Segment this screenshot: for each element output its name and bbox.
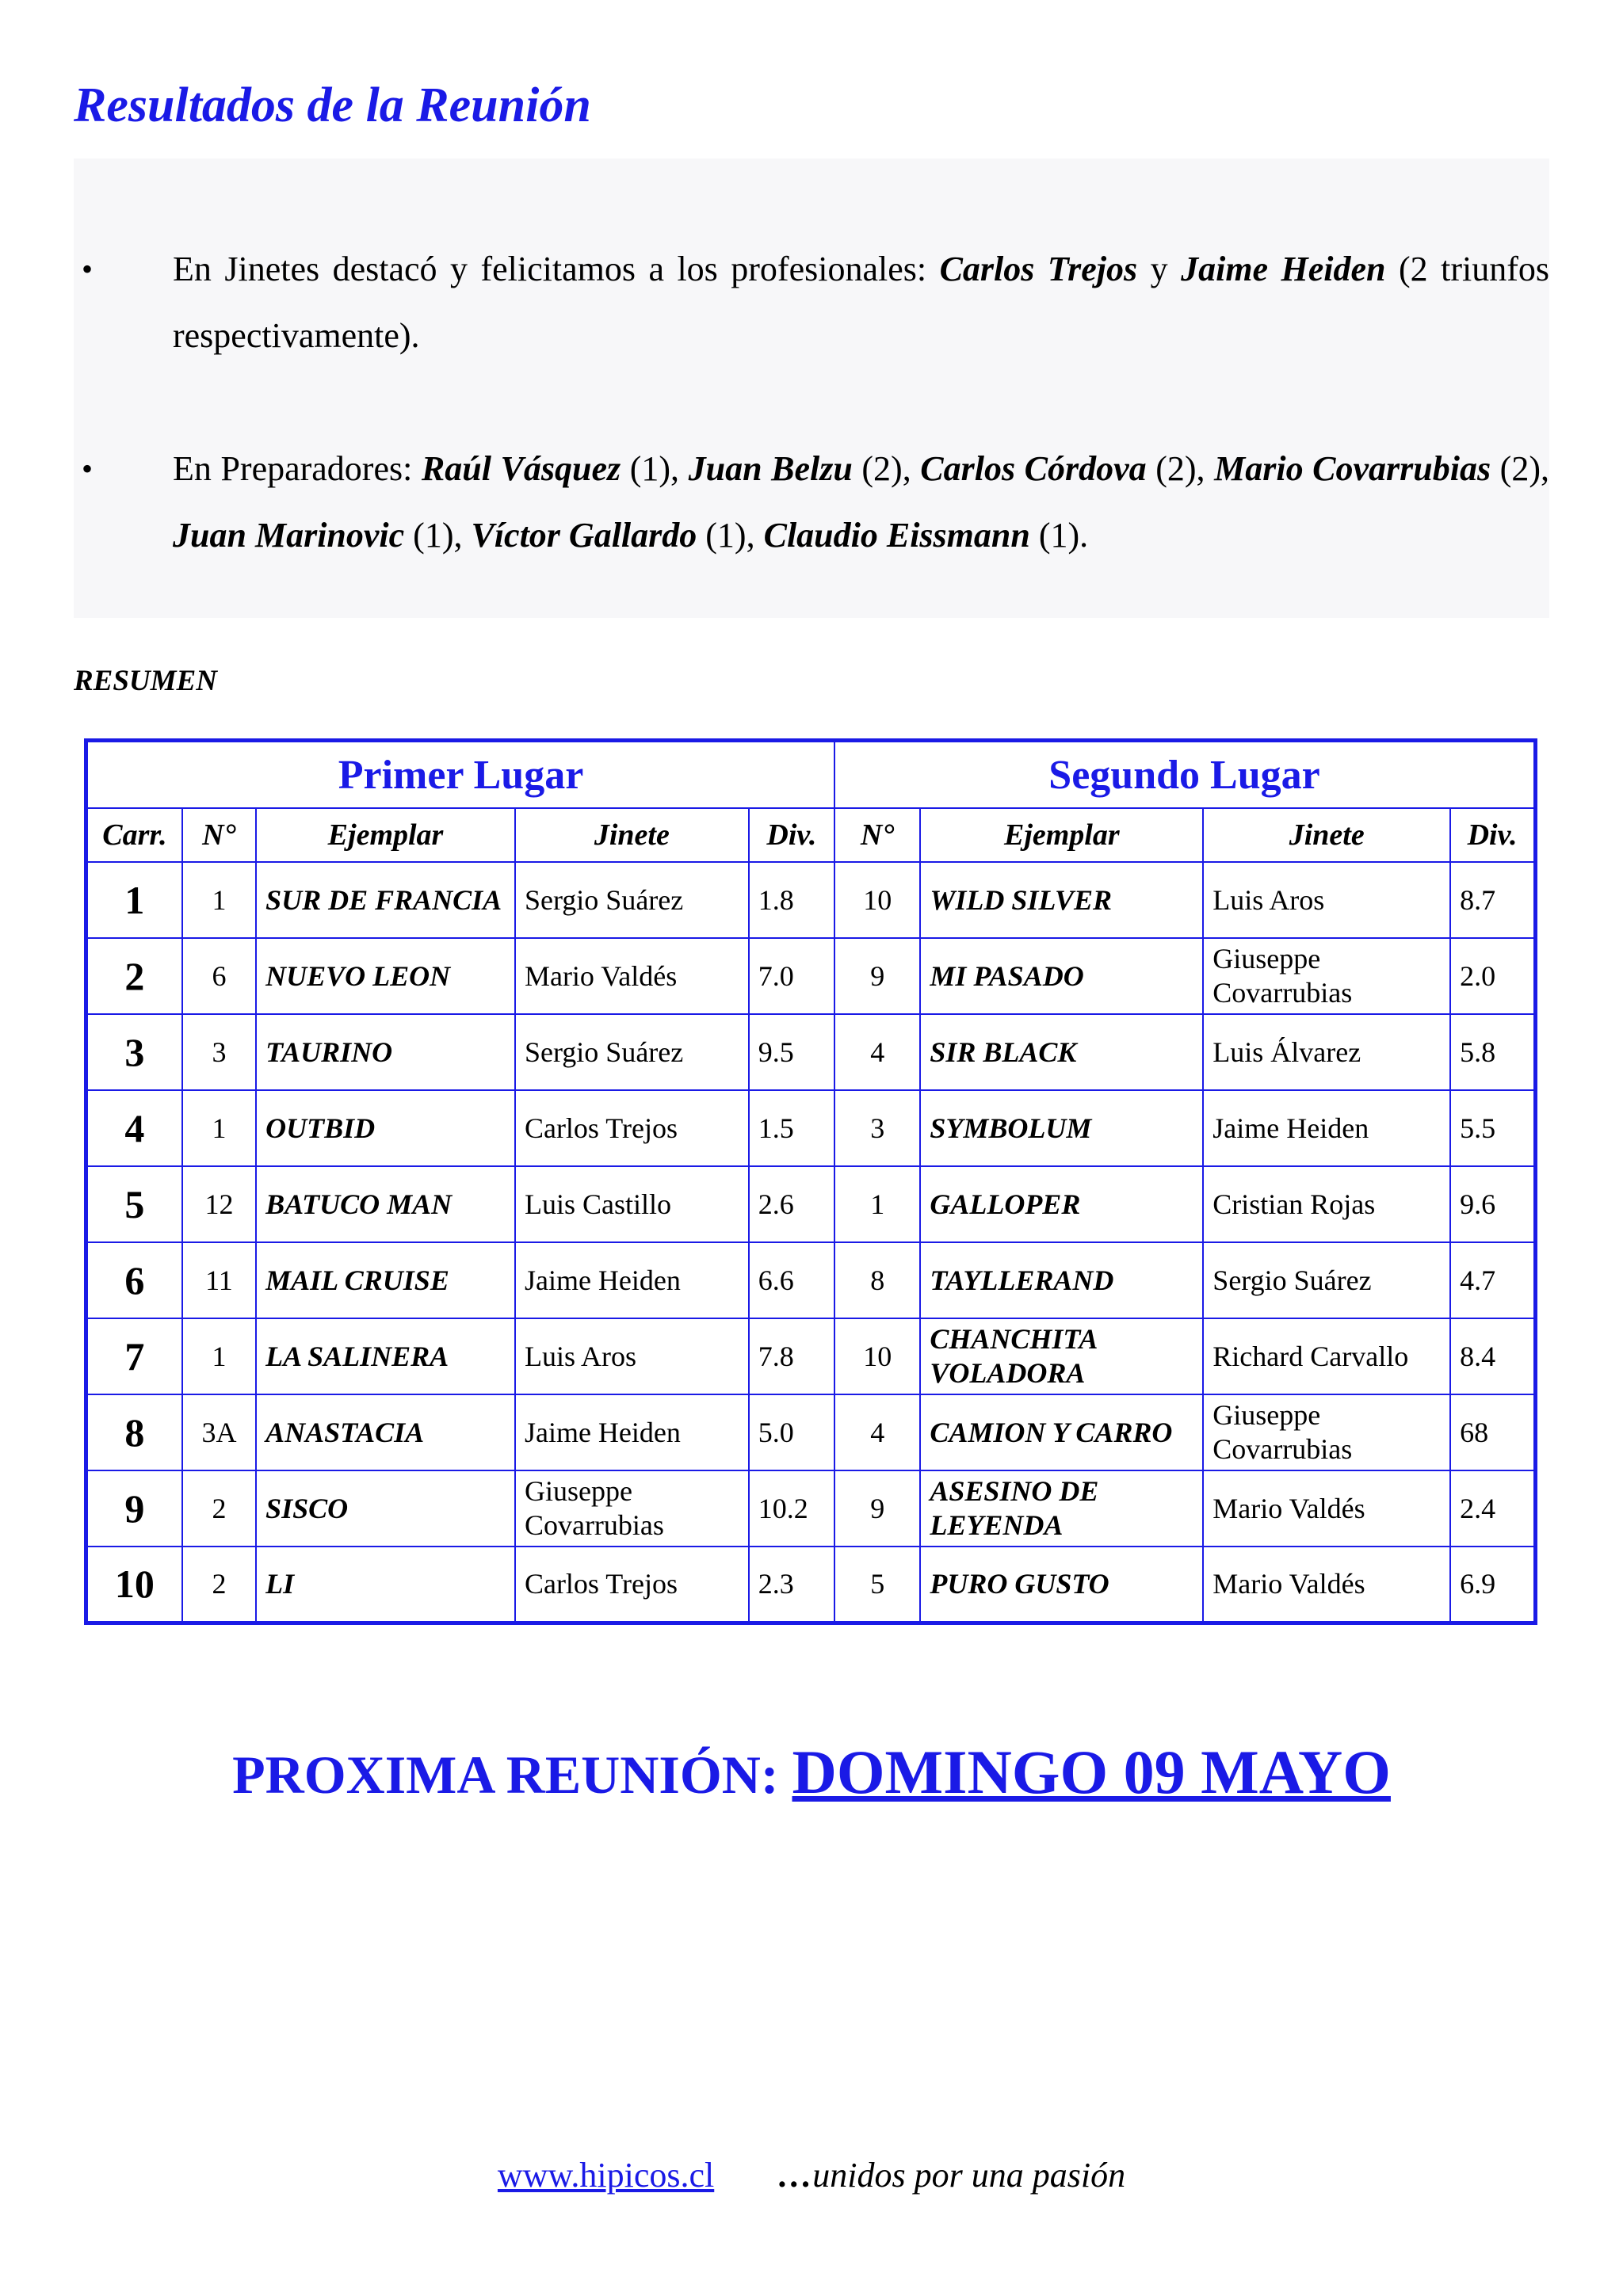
first-place-horse-cell: BATUCO MAN: [256, 1166, 515, 1242]
second-place-num-cell: 10: [834, 862, 920, 938]
first-place-num-cell: 1: [182, 1318, 256, 1394]
second-place-div-cell: 2.4: [1450, 1470, 1535, 1547]
table-row: [86, 1547, 1536, 1623]
first-place-horse-cell: ANASTACIA: [256, 1394, 515, 1470]
second-place-num-cell: 1: [834, 1166, 920, 1242]
first-place-div-cell: 7.0: [749, 938, 834, 1014]
second-place-div-cell: 8.7: [1450, 862, 1535, 938]
first-place-div-cell: 7.8: [749, 1318, 834, 1394]
first-place-div-cell: 5.0: [749, 1394, 834, 1470]
first-place-num-cell: 6: [182, 938, 256, 1014]
first-place-div-cell: 10.2: [749, 1470, 834, 1547]
second-place-div-cell: 8.4: [1450, 1318, 1535, 1394]
second-place-horse-cell: CHANCHITA VOLADORA: [920, 1318, 1203, 1394]
bullet-text-fragment: (1),: [697, 516, 764, 555]
first-place-jockey-cell: Giuseppe Covarrubias: [515, 1470, 749, 1547]
second-place-jockey-cell: Sergio Suárez: [1203, 1242, 1450, 1318]
second-place-jockey-cell: Giuseppe Covarrubias: [1203, 1394, 1450, 1470]
column-header: Div.: [1450, 808, 1535, 862]
table-row: [86, 1470, 1536, 1547]
highlighted-name: Carlos Córdova: [920, 449, 1147, 488]
second-place-num-cell: 10: [834, 1318, 920, 1394]
highlighted-name: Juan Belzu: [688, 449, 853, 488]
first-place-num-cell: 1: [182, 862, 256, 938]
second-place-num-cell: 4: [834, 1394, 920, 1470]
bullet-text-fragment: (1).: [1029, 516, 1089, 555]
column-header: N°: [182, 808, 256, 862]
second-place-horse-cell: ASESINO DE LEYENDA: [920, 1470, 1203, 1547]
table-row: [86, 1394, 1536, 1470]
first-place-div-cell: 6.6: [749, 1242, 834, 1318]
race-number: 9: [86, 1470, 182, 1547]
first-place-horse-cell: SUR DE FRANCIA: [256, 862, 515, 938]
second-place-horse-cell: CAMION Y CARRO: [920, 1394, 1203, 1470]
table-row: [86, 1166, 1536, 1242]
bullet-jinetes: [74, 236, 1549, 369]
first-place-horse-cell: LI: [256, 1547, 515, 1623]
first-place-horse-cell: NUEVO LEON: [256, 938, 515, 1014]
second-place-num-cell: 5: [834, 1547, 920, 1623]
second-place-num-cell: 8: [834, 1242, 920, 1318]
first-place-num-cell: 3: [182, 1014, 256, 1090]
highlighted-name: Claudio Eissmann: [763, 516, 1030, 555]
group-header-first: Primer Lugar: [86, 741, 835, 809]
second-place-horse-cell: PURO GUSTO: [920, 1547, 1203, 1623]
bullet-text-fragment: En Preparadores:: [173, 449, 422, 488]
second-place-jockey-cell: Mario Valdés: [1203, 1547, 1450, 1623]
second-place-div-cell: 9.6: [1450, 1166, 1535, 1242]
column-header: N°: [834, 808, 920, 862]
resumen-label: RESUMEN: [74, 665, 217, 697]
footer-ellipsis: …: [777, 2156, 813, 2195]
bullet-text: [173, 236, 1549, 369]
bullet-text: [173, 436, 1549, 569]
table-row: [86, 1242, 1536, 1318]
second-place-horse-cell: GALLOPER: [920, 1166, 1203, 1242]
first-place-horse-cell: LA SALINERA: [256, 1318, 515, 1394]
second-place-num-cell: 3: [834, 1090, 920, 1166]
column-header: Carr.: [86, 808, 182, 862]
race-number: 4: [86, 1090, 182, 1166]
bullet-text-fragment: (1),: [404, 516, 472, 555]
first-place-jockey-cell: Sergio Suárez: [515, 1014, 749, 1090]
second-place-horse-cell: SIR BLACK: [920, 1014, 1203, 1090]
first-place-div-cell: 2.3: [749, 1547, 834, 1623]
first-place-horse-cell: MAIL CRUISE: [256, 1242, 515, 1318]
second-place-div-cell: 5.8: [1450, 1014, 1535, 1090]
next-meeting-label: PROXIMA REUNIÓN:: [232, 1745, 779, 1805]
bullet-text-fragment: y: [1137, 250, 1182, 288]
table-row: [86, 1318, 1536, 1394]
first-place-div-cell: 2.6: [749, 1166, 834, 1242]
bullet-text-fragment: En Jinetes destacó y felicitamos a los profesionales:: [173, 250, 940, 288]
second-place-num-cell: 4: [834, 1014, 920, 1090]
next-meeting: [0, 1737, 1623, 1808]
second-place-jockey-cell: Giuseppe Covarrubias: [1203, 938, 1450, 1014]
table-row: [86, 1014, 1536, 1090]
first-place-num-cell: 2: [182, 1470, 256, 1547]
race-number: 6: [86, 1242, 182, 1318]
first-place-horse-cell: OUTBID: [256, 1090, 515, 1166]
footer: [0, 2155, 1623, 2195]
bullet-preparadores: [74, 436, 1549, 569]
first-place-jockey-cell: Luis Aros: [515, 1318, 749, 1394]
column-header: Div.: [749, 808, 834, 862]
next-meeting-date[interactable]: DOMINGO 09 MAYO: [792, 1737, 1391, 1806]
second-place-horse-cell: WILD SILVER: [920, 862, 1203, 938]
second-place-div-cell: 4.7: [1450, 1242, 1535, 1318]
page-title: Resultados de la Reunión: [74, 78, 591, 132]
race-number: 7: [86, 1318, 182, 1394]
second-place-jockey-cell: Cristian Rojas: [1203, 1166, 1450, 1242]
race-number: 3: [86, 1014, 182, 1090]
first-place-num-cell: 11: [182, 1242, 256, 1318]
bullet-text-fragment: (2),: [1491, 449, 1549, 488]
race-number: 5: [86, 1166, 182, 1242]
race-number: 10: [86, 1547, 182, 1623]
second-place-horse-cell: SYMBOLUM: [920, 1090, 1203, 1166]
highlighted-name: Carlos Trejos: [939, 250, 1138, 288]
race-number: 2: [86, 938, 182, 1014]
table-row: [86, 938, 1536, 1014]
second-place-horse-cell: TAYLLERAND: [920, 1242, 1203, 1318]
first-place-num-cell: 1: [182, 1090, 256, 1166]
first-place-div-cell: 1.8: [749, 862, 834, 938]
second-place-jockey-cell: Luis Aros: [1203, 862, 1450, 938]
column-header: Jinete: [1203, 808, 1450, 862]
table-row: [86, 1090, 1536, 1166]
first-place-jockey-cell: Jaime Heiden: [515, 1394, 749, 1470]
footer-motto: unidos por una pasión: [812, 2156, 1126, 2195]
first-place-num-cell: 12: [182, 1166, 256, 1242]
group-header-second: Segundo Lugar: [834, 741, 1535, 809]
second-place-div-cell: 68: [1450, 1394, 1535, 1470]
second-place-horse-cell: MI PASADO: [920, 938, 1203, 1014]
first-place-jockey-cell: Carlos Trejos: [515, 1090, 749, 1166]
highlighted-name: Jaime Heiden: [1181, 250, 1386, 288]
highlighted-name: Juan Marinovic: [173, 516, 405, 555]
second-place-num-cell: 9: [834, 938, 920, 1014]
first-place-jockey-cell: Jaime Heiden: [515, 1242, 749, 1318]
first-place-jockey-cell: Carlos Trejos: [515, 1547, 749, 1623]
highlighted-name: Raúl Vásquez: [421, 449, 621, 488]
results-body: [86, 862, 1536, 1623]
second-place-jockey-cell: Jaime Heiden: [1203, 1090, 1450, 1166]
column-header: Ejemplar: [256, 808, 515, 862]
race-number: 1: [86, 862, 182, 938]
first-place-jockey-cell: Luis Castillo: [515, 1166, 749, 1242]
second-place-div-cell: 6.9: [1450, 1547, 1535, 1623]
second-place-div-cell: 5.5: [1450, 1090, 1535, 1166]
bullet-text-fragment: (1),: [621, 449, 689, 488]
second-place-jockey-cell: Luis Álvarez: [1203, 1014, 1450, 1090]
bullet-text-fragment: (2 triunfos respectivamente).: [173, 250, 1550, 355]
first-place-jockey-cell: Sergio Suárez: [515, 862, 749, 938]
second-place-num-cell: 9: [834, 1470, 920, 1547]
column-header: Jinete: [515, 808, 749, 862]
bullet-icon: •: [82, 251, 94, 287]
first-place-div-cell: 1.5: [749, 1090, 834, 1166]
highlighted-name: Víctor Gallardo: [471, 516, 697, 555]
table-row: [86, 862, 1536, 938]
first-place-div-cell: 9.5: [749, 1014, 834, 1090]
first-place-jockey-cell: Mario Valdés: [515, 938, 749, 1014]
results-table: [84, 738, 1537, 1625]
column-header: Ejemplar: [920, 808, 1203, 862]
bullet-icon: •: [82, 451, 94, 486]
first-place-num-cell: 3A: [182, 1394, 256, 1470]
first-place-horse-cell: TAURINO: [256, 1014, 515, 1090]
bullet-text-fragment: (2),: [1146, 449, 1215, 488]
highlighted-name: Mario Covarrubias: [1214, 449, 1491, 488]
second-place-jockey-cell: Richard Carvallo: [1203, 1318, 1450, 1394]
second-place-jockey-cell: Mario Valdés: [1203, 1470, 1450, 1547]
race-number: 8: [86, 1394, 182, 1470]
bullet-text-fragment: (2),: [852, 449, 921, 488]
website-link[interactable]: www.hipicos.cl: [497, 2156, 715, 2195]
second-place-div-cell: 2.0: [1450, 938, 1535, 1014]
first-place-horse-cell: SISCO: [256, 1470, 515, 1547]
first-place-num-cell: 2: [182, 1547, 256, 1623]
